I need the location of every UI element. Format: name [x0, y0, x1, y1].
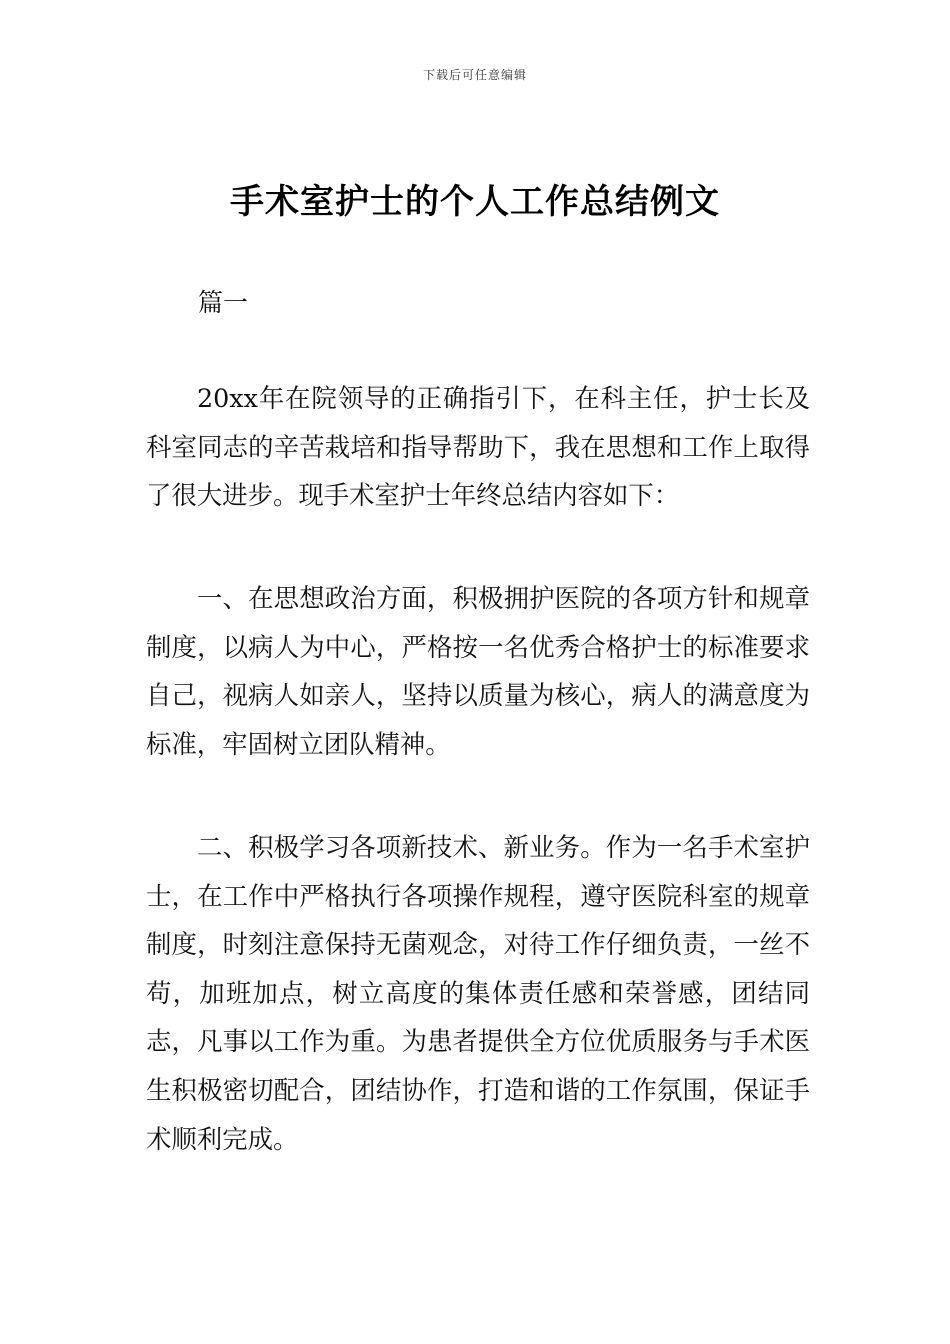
- section-label: 篇一: [198, 288, 249, 317]
- body-paragraph: 二、积极学习各项新技术、新业务。作为一名手术室护士，在工作中严格执行各项操作规程，遵守医院科室的规章制度，时刻注意保持无菌观念，对待工作仔细负责，一丝不苟，加班加点，树立高度的集体责任感和荣誉感，团结同志，凡事以工作为重。为患者提供全方位优质服务与手术医生积极密切配合，团结协作，打造和谐的工作氛围，保证手术顺利完成。: [146, 832, 810, 1154]
- document-title: 手术室护士的个人工作总结例文: [230, 182, 720, 222]
- body-paragraph: 一、在思想政治方面，积极拥护医院的各项方针和规章制度，以病人为中心，严格按一名优秀合格护士的标准要求自己，视病人如亲人，坚持以质量为核心，病人的满意度为标准，牢固树立团队精神。: [146, 583, 810, 759]
- body-paragraph: 20xx年在院领导的正确指引下，在科主任，护士长及科室同志的辛苦栽培和指导帮助下，我在思想和工作上取得了很大进步。现手术室护士年终总结内容如下：: [146, 383, 810, 511]
- header-note: 下载后可任意编辑: [422, 68, 527, 82]
